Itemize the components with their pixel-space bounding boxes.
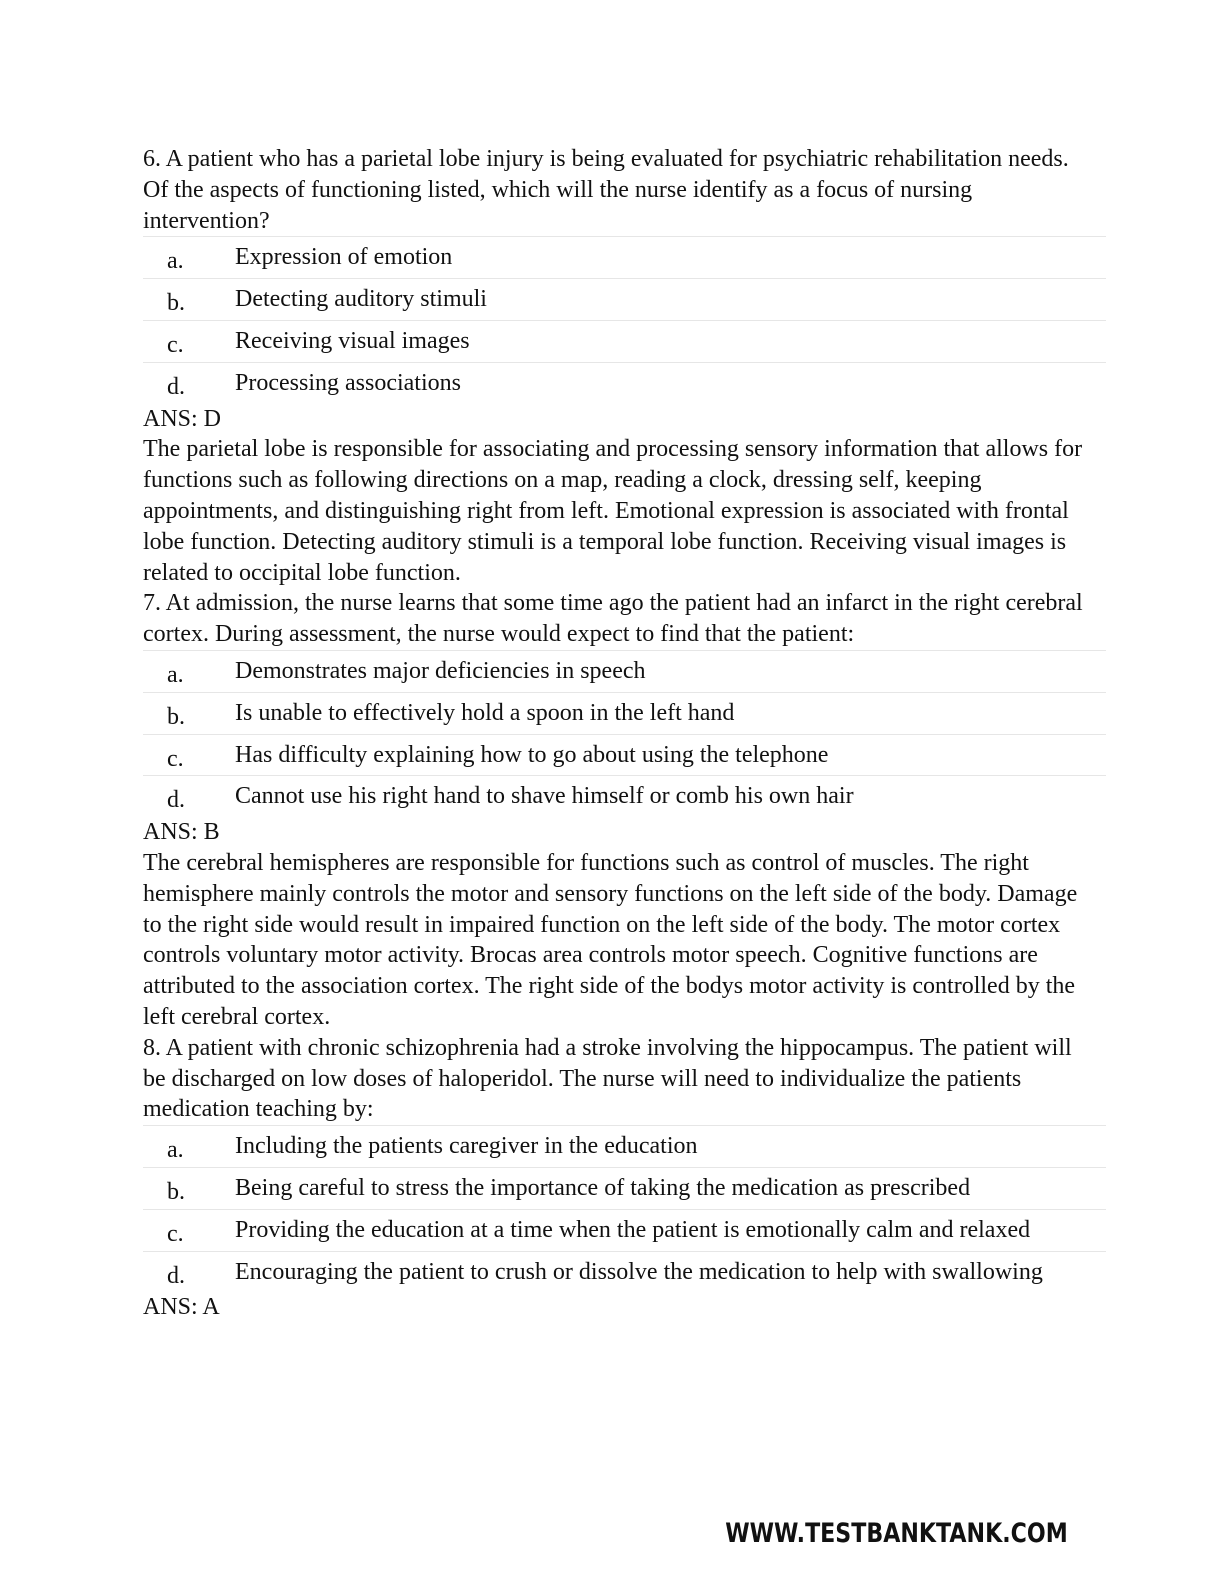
option-letter: a. (167, 248, 184, 275)
option-text: Has difficulty explaining how to go about using the telephone (235, 741, 829, 768)
option-letter: d. (167, 787, 185, 814)
answer-options (143, 650, 1106, 817)
option-letter: b. (167, 703, 185, 730)
option-row (143, 1126, 1106, 1168)
question-7 (143, 588, 1083, 1032)
option-letter: a. (167, 1137, 184, 1164)
option-row (143, 320, 1106, 362)
option-text: Expression of emotion (235, 244, 453, 271)
question-stem: 7. At admission, the nurse learns that some time ago the patient had an infarct in the right cerebral cortex. During assessment, the nurse would expect to find that the patient: (143, 590, 1083, 648)
question-6 (143, 144, 1083, 588)
option-row (143, 362, 1106, 403)
rationale: The parietal lobe is responsible for associating and processing sensory information that allows for functions such as following directions on a map, reading a clock, dressing self, keeping appointments, and distinguishing right from left. Emotional expression is associated with frontal lobe function. Detecting auditory stimuli is a temporal lobe function. Receiving visual images is related to occipital lobe function. (143, 436, 1083, 586)
option-letter: d. (167, 373, 185, 400)
question-stem: 8. A patient with chronic schizophrenia had a stroke involving the hippocampus. The patient will be discharged on low doses of haloperidol. The nurse will need to individualize the patients medication teaching by: (143, 1034, 1072, 1123)
option-row (143, 650, 1106, 692)
option-text: Demonstrates major deficiencies in speech (235, 657, 646, 684)
answer-options (143, 1125, 1106, 1292)
rationale: The cerebral hemispheres are responsible for functions such as control of muscles. The right hemisphere mainly controls the motor and sensory functions on the left side of the body. Damage to the right side would result in impaired function on the left side of the body. The motor cortex controls voluntary motor activity. Brocas area controls motor speech. Cognitive functions are attributed to the association cortex. The right side of the bodys motor activity is controlled by the left cerebral cortex. (143, 849, 1078, 1030)
answer-key: ANS: A (143, 1294, 220, 1321)
option-text: Encouraging the patient to crush or dissolve the medication to help with swallowing (235, 1258, 1043, 1285)
option-text: Cannot use his right hand to shave himself or comb his own hair (235, 783, 854, 810)
option-row (143, 1167, 1106, 1209)
option-text: Is unable to effectively hold a spoon in the left hand (235, 699, 735, 726)
question-stem: 6. A patient who has a parietal lobe injury is being evaluated for psychiatric rehabilitation needs. Of the aspects of functioning listed, which will the nurse identify as a focus of nursing intervention? (143, 146, 1069, 234)
answer-key: ANS: D (143, 405, 222, 432)
option-letter: b. (167, 290, 185, 317)
option-row (143, 1209, 1106, 1251)
question-8 (143, 1033, 1083, 1323)
option-text: Being careful to stress the importance of taking the medication as prescribed (235, 1174, 971, 1201)
option-row (143, 279, 1106, 321)
answer-key: ANS: B (143, 819, 220, 846)
option-letter: c. (167, 331, 184, 358)
option-row (143, 1251, 1106, 1292)
option-text: Receiving visual images (235, 327, 470, 354)
option-letter: a. (167, 661, 184, 688)
option-row (143, 692, 1106, 734)
option-row (143, 237, 1106, 279)
option-letter: c. (167, 1220, 184, 1247)
document-content (143, 144, 1083, 1323)
option-text: Providing the education at a time when the patient is emotionally calm and relaxed (235, 1216, 1031, 1243)
option-letter: d. (167, 1262, 185, 1289)
answer-options (143, 236, 1106, 403)
option-letter: b. (167, 1178, 185, 1205)
option-text: Detecting auditory stimuli (235, 286, 487, 313)
option-text: Processing associations (235, 369, 461, 396)
option-text: Including the patients caregiver in the education (235, 1133, 698, 1160)
option-row (143, 776, 1106, 817)
option-letter: c. (167, 745, 184, 772)
option-row (143, 734, 1106, 776)
footer-url: WWW.TESTBANKTANK.COM (725, 1518, 1068, 1549)
